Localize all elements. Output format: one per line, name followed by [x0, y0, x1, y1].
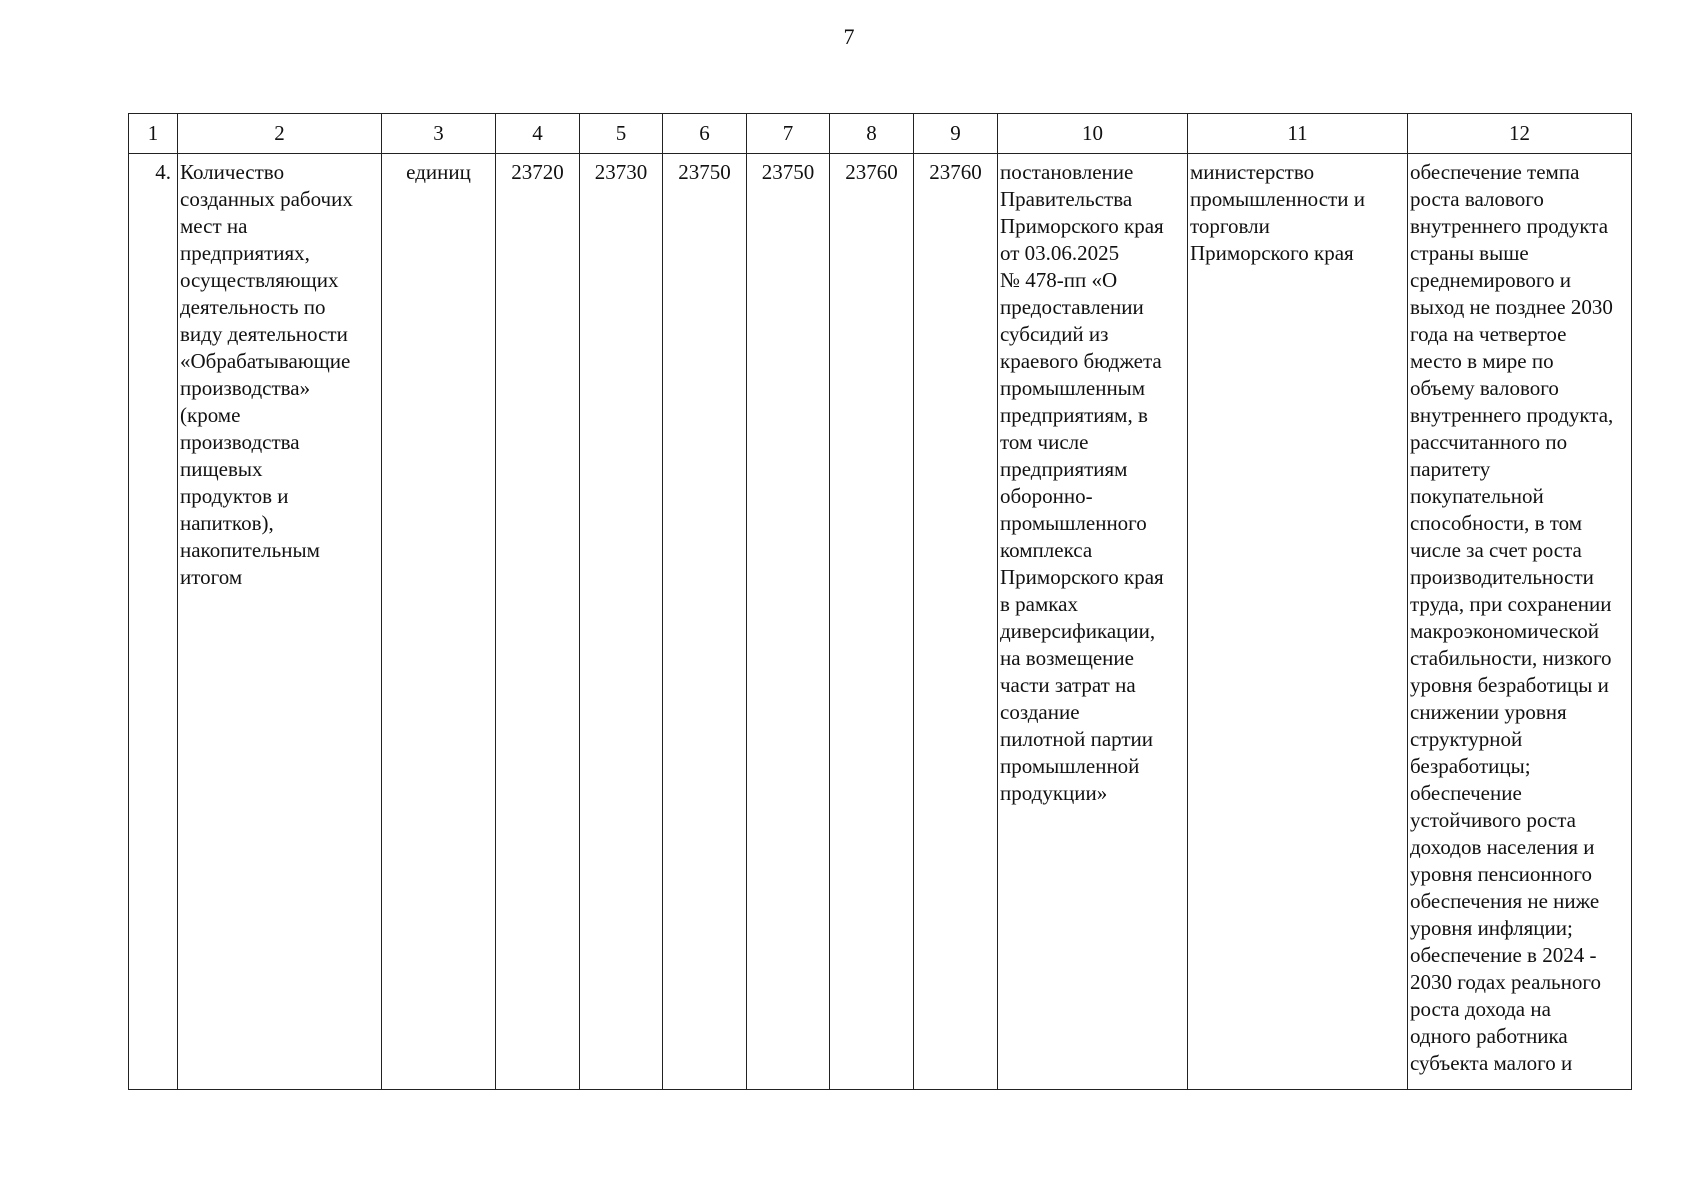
value-cell: 23760 — [830, 154, 914, 1090]
indicator-name: Количество созданных рабочих мест на предприятиях, осуществляющих деятельность по виду деятельности «Обрабатывающие производства» (кроме производства пищевых продуктов и напитков), накопительным итогом — [178, 154, 382, 1090]
column-header: 8 — [830, 114, 914, 154]
value-cell: 23760 — [914, 154, 998, 1090]
row-number: 4. — [129, 154, 178, 1090]
column-header: 2 — [178, 114, 382, 154]
column-header: 10 — [998, 114, 1188, 154]
value-cell: 23720 — [496, 154, 580, 1090]
national-goal: обеспечение темпа роста валового внутреннего продукта страны выше среднемирового и выход не позднее 2030 года на четвертое место в мире по объему валового внутреннего продукта, рассчитанного по паритету покупательной способности, в том числе за счет роста производительности труда, при сохранении макроэкономической стабильности, низкого уровня безработицы и снижении уровня структурной безработицы; обеспечение устойчивого роста доходов населения и уровня пенсионного обеспечения не ниже уровня инфляции; обеспечение в 2024 - 2030 годах реального роста дохода на одного работника субъекта малого и — [1408, 154, 1632, 1090]
column-header: 3 — [382, 114, 496, 154]
regulatory-document: постановление Правительства Приморского края от 03.06.2025 № 478-пп «О предоставлении субсидий из краевого бюджета промышленным предприятиям, в том числе предприятиям оборонно- промышленного комплекса Приморского края в рамках диверсификации, на возмещение части затрат на создание пилотной партии промышленной продукции» — [998, 154, 1188, 1090]
column-number-row — [129, 114, 1632, 154]
column-header: 11 — [1188, 114, 1408, 154]
column-header: 7 — [747, 114, 830, 154]
value-cell: 23750 — [663, 154, 747, 1090]
indicator-table — [128, 113, 1632, 1090]
column-header: 4 — [496, 114, 580, 154]
column-header: 9 — [914, 114, 998, 154]
table-row — [129, 154, 1632, 1090]
unit-of-measure: единиц — [382, 154, 496, 1090]
page-number: 7 — [843, 24, 855, 49]
responsible-body: министерство промышленности и торговли Приморского края — [1188, 154, 1408, 1090]
column-header: 1 — [129, 114, 178, 154]
column-header: 12 — [1408, 114, 1632, 154]
value-cell: 23750 — [747, 154, 830, 1090]
column-header: 5 — [580, 114, 663, 154]
column-header: 6 — [663, 114, 747, 154]
value-cell: 23730 — [580, 154, 663, 1090]
